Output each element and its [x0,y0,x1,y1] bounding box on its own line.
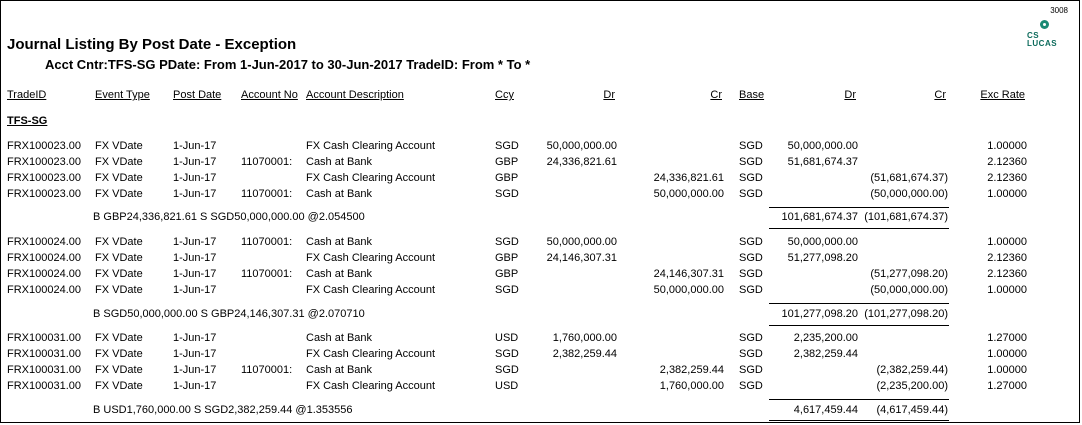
cell-trade-id: FRX100024.00 [7,236,81,248]
cell-post-date: 1-Jun-17 [173,172,217,184]
cell-cr: 1,760,000.00 [659,380,724,392]
cell-ccy: SGD [495,236,519,248]
header-base-dr: Dr [844,89,856,101]
header-base-cr: Cr [934,89,946,101]
summary-total-dr: 101,277,098.20 [781,308,858,320]
cell-event-type: FX VDate [95,348,143,360]
cell-account-description: FX Cash Clearing Account [306,172,436,184]
cell-account-description: Cash at Bank [306,156,373,168]
report-title: Journal Listing By Post Date - Exception [7,36,297,53]
header-dr: Dr [603,89,615,101]
cell-trade-id: FRX100023.00 [7,156,81,168]
cell-account-no: 11070001: [241,188,293,200]
cell-account-description: FX Cash Clearing Account [306,252,436,264]
cell-account-no: 11070001: [241,364,293,376]
cell-post-date: 1-Jun-17 [173,364,217,376]
cell-ccy: SGD [495,348,519,360]
header-account-description: Account Description [306,89,404,101]
cell-dr: 50,000,000.00 [546,140,617,152]
cell-base: SGD [739,252,763,264]
cell-post-date: 1-Jun-17 [173,332,217,344]
cell-base-cr: (50,000,000.00) [870,284,948,296]
cell-ccy: SGD [495,284,519,296]
cell-post-date: 1-Jun-17 [173,236,217,248]
header-trade-id: TradeID [7,89,47,101]
cell-post-date: 1-Jun-17 [173,156,217,168]
cell-account-description: FX Cash Clearing Account [306,284,436,296]
cell-trade-id: FRX100031.00 [7,348,81,360]
subtotal-rule [769,303,949,304]
header-cr: Cr [710,89,722,101]
total-rule [769,325,949,326]
cell-base-dr: 2,382,259.44 [793,348,858,360]
cell-base: SGD [739,364,763,376]
cell-account-no: 11070001: [241,236,293,248]
cell-base-cr: (50,000,000.00) [870,188,948,200]
cell-ccy: USD [495,380,519,392]
header-exc-rate: Exc Rate [980,89,1025,101]
trade-summary [1,211,1081,227]
summary-description: B SGD50,000,000.00 S GBP24,146,307.31 @2.070710 [93,308,365,320]
cell-ccy: GBP [495,268,519,280]
cell-cr: 50,000,000.00 [653,284,724,296]
cell-account-description: FX Cash Clearing Account [306,140,436,152]
cell-account-description: FX Cash Clearing Account [306,380,436,392]
cell-account-no: 11070001: [241,268,293,280]
cell-dr: 24,146,307.31 [546,252,617,264]
cell-account-no: 11070001: [241,156,293,168]
summary-total-cr: (101,681,674.37) [864,211,948,223]
cell-trade-id: FRX100024.00 [7,268,81,280]
table-row [1,364,1081,380]
summary-total-dr: 4,617,459.44 [793,404,858,416]
cell-ccy: SGD [495,364,519,376]
cell-base: SGD [739,332,763,344]
cell-post-date: 1-Jun-17 [173,188,217,200]
table-row [1,252,1081,268]
cell-base: SGD [739,348,763,360]
cell-dr: 2,382,259.44 [552,348,617,360]
cs-lucas-logo-mark-icon [1040,20,1049,29]
cell-base-dr: 51,681,674.37 [787,156,858,168]
cell-post-date: 1-Jun-17 [173,140,217,152]
cell-trade-id: FRX100031.00 [7,380,81,392]
trade-summary [1,404,1081,420]
cell-event-type: FX VDate [95,364,143,376]
cell-post-date: 1-Jun-17 [173,380,217,392]
cell-account-description: FX Cash Clearing Account [306,348,436,360]
summary-description: B GBP24,336,821.61 S SGD50,000,000.00 @2.054500 [93,211,365,223]
cell-exc-rate: 2.12360 [987,156,1027,168]
company-logo [1025,19,1065,53]
cell-cr: 24,146,307.31 [653,268,724,280]
cell-base-dr: 50,000,000.00 [787,236,858,248]
cell-account-description: Cash at Bank [306,236,373,248]
summary-total-dr: 101,681,674.37 [781,211,858,223]
cell-cr: 2,382,259.44 [659,364,724,376]
cell-ccy: USD [495,332,519,344]
header-post-date: Post Date [173,89,222,101]
summary-description: B USD1,760,000.00 S SGD2,382,259.44 @1.353556 [93,404,353,416]
cell-base: SGD [739,380,763,392]
cell-exc-rate: 1.00000 [987,236,1027,248]
cell-exc-rate: 1.00000 [987,188,1027,200]
table-row [1,140,1081,156]
cell-base-cr: (2,382,259.44) [876,364,948,376]
cell-ccy: SGD [495,140,519,152]
cell-base: SGD [739,156,763,168]
table-row [1,332,1081,348]
cell-account-description: Cash at Bank [306,188,373,200]
cell-trade-id: FRX100031.00 [7,364,81,376]
table-row [1,284,1081,300]
cell-cr: 24,336,821.61 [653,172,724,184]
cell-cr: 50,000,000.00 [653,188,724,200]
cell-event-type: FX VDate [95,284,143,296]
cell-ccy: GBP [495,252,519,264]
logo-line1: CS [1027,31,1040,40]
cell-base: SGD [739,188,763,200]
header-base: Base [739,89,765,101]
cell-dr: 50,000,000.00 [546,236,617,248]
cell-trade-id: FRX100024.00 [7,284,81,296]
summary-total-cr: (4,617,459.44) [876,404,948,416]
logo-line2: LUCAS [1027,39,1058,48]
summary-total-cr: (101,277,098.20) [864,308,948,320]
cell-base-cr: (51,277,098.20) [870,268,948,280]
cell-event-type: FX VDate [95,156,143,168]
total-rule [769,420,949,421]
page-number: 3008 [1050,6,1068,15]
table-row [1,188,1081,204]
cell-exc-rate: 1.00000 [987,284,1027,296]
cell-post-date: 1-Jun-17 [173,268,217,280]
cell-trade-id: FRX100023.00 [7,140,81,152]
cell-trade-id: FRX100023.00 [7,172,81,184]
cell-event-type: FX VDate [95,252,143,264]
cell-base-dr: 50,000,000.00 [787,140,858,152]
cell-event-type: FX VDate [95,188,143,200]
cell-base: SGD [739,140,763,152]
cell-account-description: Cash at Bank [306,364,373,376]
cell-post-date: 1-Jun-17 [173,284,217,296]
cell-exc-rate: 1.00000 [987,348,1027,360]
cell-event-type: FX VDate [95,380,143,392]
cell-dr: 24,336,821.61 [546,156,617,168]
cell-event-type: FX VDate [95,236,143,248]
table-row [1,348,1081,364]
total-rule [769,228,949,229]
cell-account-description: Cash at Bank [306,332,373,344]
cell-event-type: FX VDate [95,140,143,152]
group-label: TFS-SG [7,115,48,127]
table-row [1,172,1081,188]
cell-base: SGD [739,236,763,248]
cell-dr: 1,760,000.00 [552,332,617,344]
cell-exc-rate: 2.12360 [987,172,1027,184]
cell-exc-rate: 2.12360 [987,268,1027,280]
cell-event-type: FX VDate [95,268,143,280]
subtotal-rule [769,207,949,208]
cell-base-cr: (2,235,200.00) [876,380,948,392]
table-row [1,268,1081,284]
table-row [1,236,1081,252]
table-row [1,156,1081,172]
cell-trade-id: FRX100031.00 [7,332,81,344]
cell-event-type: FX VDate [95,332,143,344]
trade-summary [1,308,1081,324]
cell-exc-rate: 1.00000 [987,140,1027,152]
table-row [1,380,1081,396]
cell-base-dr: 2,235,200.00 [793,332,858,344]
cell-exc-rate: 2.12360 [987,252,1027,264]
cell-base: SGD [739,172,763,184]
cell-event-type: FX VDate [95,172,143,184]
cell-base-cr: (51,681,674.37) [870,172,948,184]
cell-ccy: SGD [495,188,519,200]
cell-post-date: 1-Jun-17 [173,348,217,360]
cell-account-description: Cash at Bank [306,268,373,280]
header-ccy: Ccy [495,89,514,101]
cell-base: SGD [739,284,763,296]
cell-ccy: GBP [495,172,519,184]
cell-base-dr: 51,277,098.20 [787,252,858,264]
header-event-type: Event Type [95,89,150,101]
cell-exc-rate: 1.27000 [987,380,1027,392]
cell-exc-rate: 1.00000 [987,364,1027,376]
header-account-no: Account No [241,89,298,101]
cell-trade-id: FRX100024.00 [7,252,81,264]
cell-base: SGD [739,268,763,280]
cell-post-date: 1-Jun-17 [173,252,217,264]
report-subtitle: Acct Cntr:TFS-SG PDate: From 1-Jun-2017 to 30-Jun-2017 TradeID: From * To * [45,57,531,72]
subtotal-rule [769,399,949,400]
cell-exc-rate: 1.27000 [987,332,1027,344]
cell-ccy: GBP [495,156,519,168]
cell-trade-id: FRX100023.00 [7,188,81,200]
